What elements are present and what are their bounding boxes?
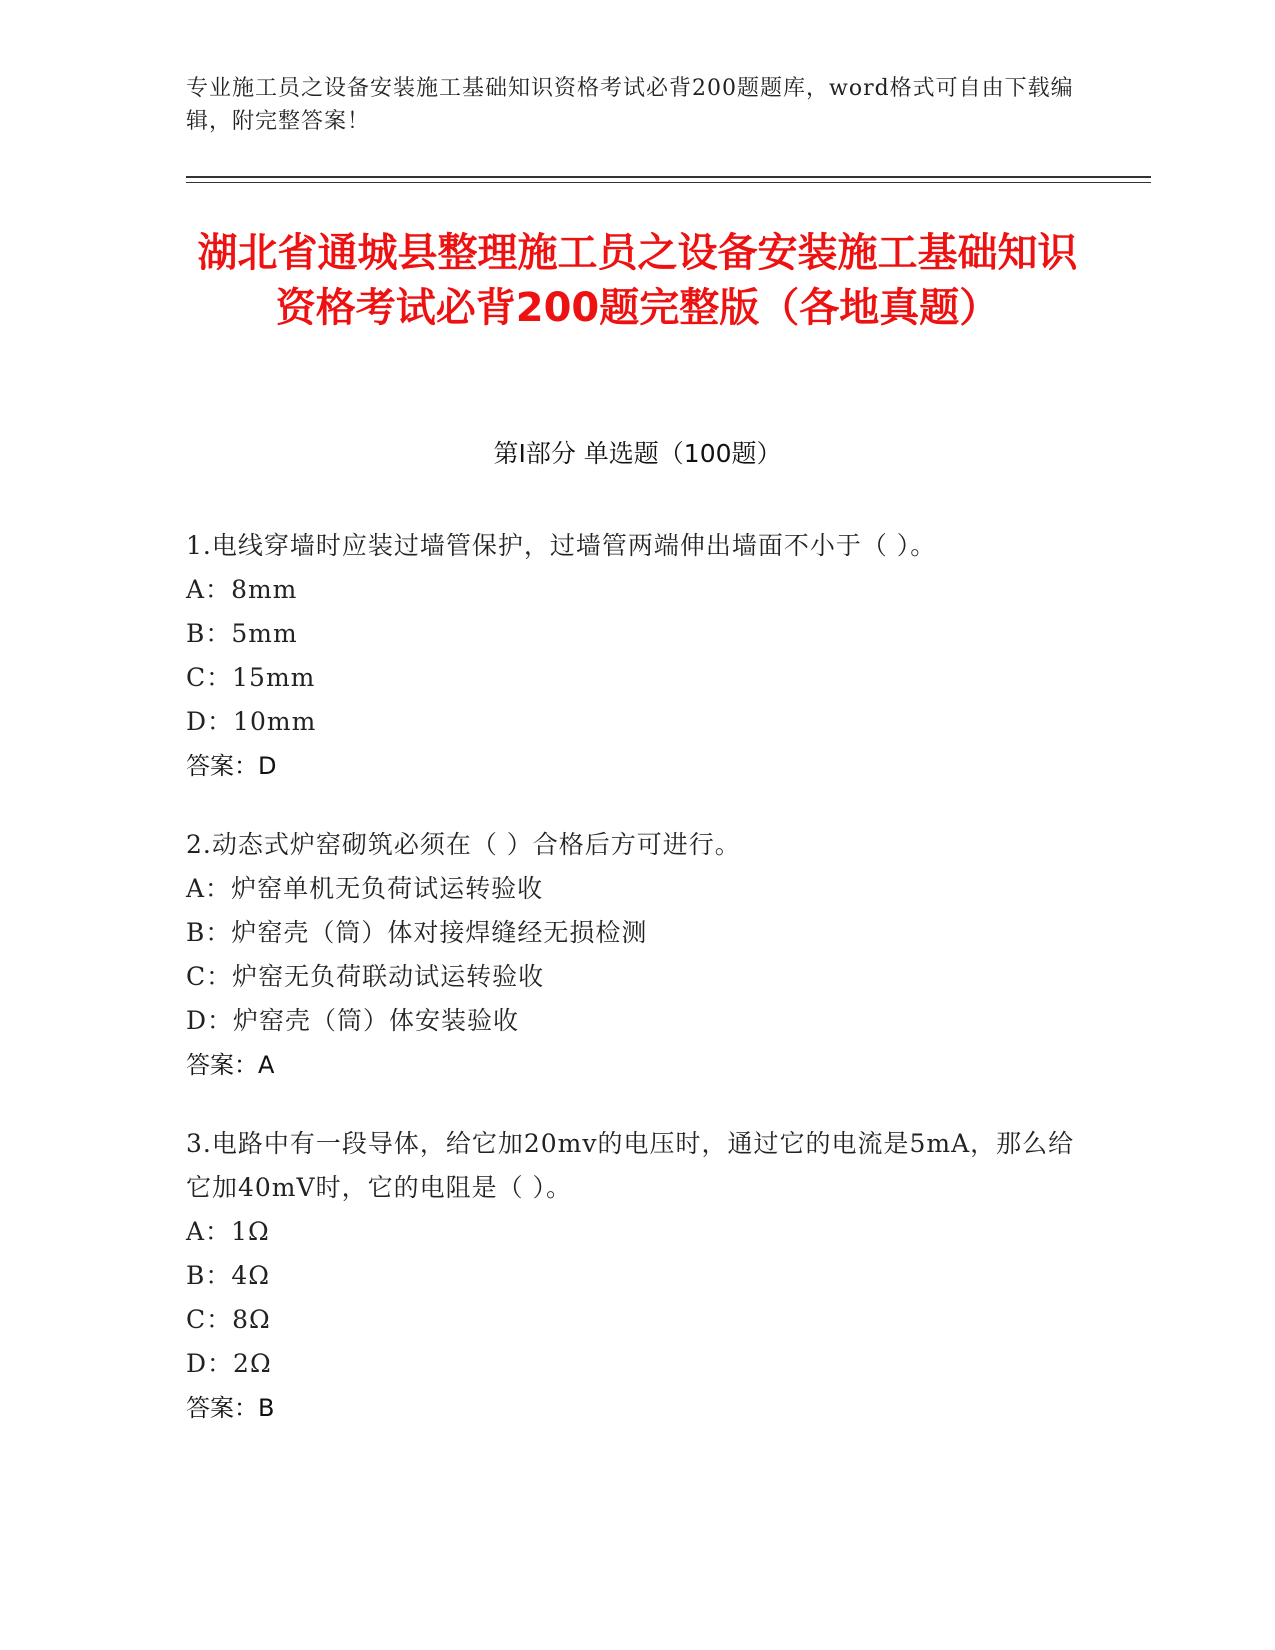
answer-line: 答案：B xyxy=(186,1394,275,1422)
option-text: 炉窑无负荷联动试运转验收 xyxy=(232,962,545,991)
question-3 xyxy=(186,1122,1086,1430)
question-stem: 3.电路中有一段导体，给它加20mv的电压时，通过它的电流是5mA，那么给它加40mV时，它的电阻是（ ）。 xyxy=(186,1129,1075,1202)
document-title: 湖北省通城县整理施工员之设备安装施工基础知识资格考试必背200题完整版（各地真题） xyxy=(197,230,1078,331)
option-b xyxy=(186,612,1086,656)
answer-line: 答案：D xyxy=(186,752,277,780)
option-text: 炉窑壳（筒）体安装验收 xyxy=(233,1006,520,1035)
question-list xyxy=(186,524,1086,1465)
option-text: 10mm xyxy=(233,707,317,736)
option-text: 2Ω xyxy=(233,1349,272,1378)
question-stem: 1.电线穿墙时应装过墙管保护，过墙管两端伸出墙面不小于（ ）。 xyxy=(186,531,937,560)
answer-line: 答案：A xyxy=(186,1051,275,1079)
option-a xyxy=(186,867,1086,911)
option-text: 8Ω xyxy=(232,1305,271,1334)
option-text: 1Ω xyxy=(231,1217,270,1246)
option-label: B： xyxy=(186,918,232,947)
option-c xyxy=(186,656,1086,700)
option-label: D： xyxy=(186,1349,234,1378)
option-text: 8mm xyxy=(231,575,298,604)
option-label: D： xyxy=(186,707,234,736)
option-a xyxy=(186,1210,1086,1254)
option-b xyxy=(186,1254,1086,1298)
header-divider-thick xyxy=(186,176,1151,178)
question-2 xyxy=(186,823,1086,1087)
option-label: A： xyxy=(186,1217,232,1246)
option-d xyxy=(186,1342,1086,1386)
option-b xyxy=(186,911,1086,955)
option-a xyxy=(186,568,1086,612)
option-text: 15mm xyxy=(232,663,316,692)
option-d xyxy=(186,999,1086,1043)
option-label: A： xyxy=(186,575,232,604)
option-text: 4Ω xyxy=(231,1261,271,1290)
question-stem: 2.动态式炉窑砌筑必须在（ ）合格后方可进行。 xyxy=(186,830,741,859)
option-c xyxy=(186,1298,1086,1342)
option-text: 5mm xyxy=(231,619,298,648)
option-label: B： xyxy=(186,1261,232,1290)
section-title: 第I部分 单选题（100题） xyxy=(493,439,782,468)
question-1 xyxy=(186,524,1086,788)
option-label: C： xyxy=(186,663,233,692)
option-text: 炉窑单机无负荷试运转验收 xyxy=(231,874,544,903)
option-label: D： xyxy=(186,1006,234,1035)
option-label: B： xyxy=(186,619,232,648)
option-c xyxy=(186,955,1086,999)
option-label: C： xyxy=(186,962,233,991)
header-note: 专业施工员之设备安装施工基础知识资格考试必背200题题库，word格式可自由下载编辑，附完整答案！ xyxy=(186,76,1074,134)
option-label: A： xyxy=(186,874,232,903)
option-text: 炉窑壳（筒）体对接焊缝经无损检测 xyxy=(231,918,648,947)
header-divider-thin xyxy=(186,182,1151,183)
option-label: C： xyxy=(186,1305,233,1334)
option-d xyxy=(186,700,1086,744)
